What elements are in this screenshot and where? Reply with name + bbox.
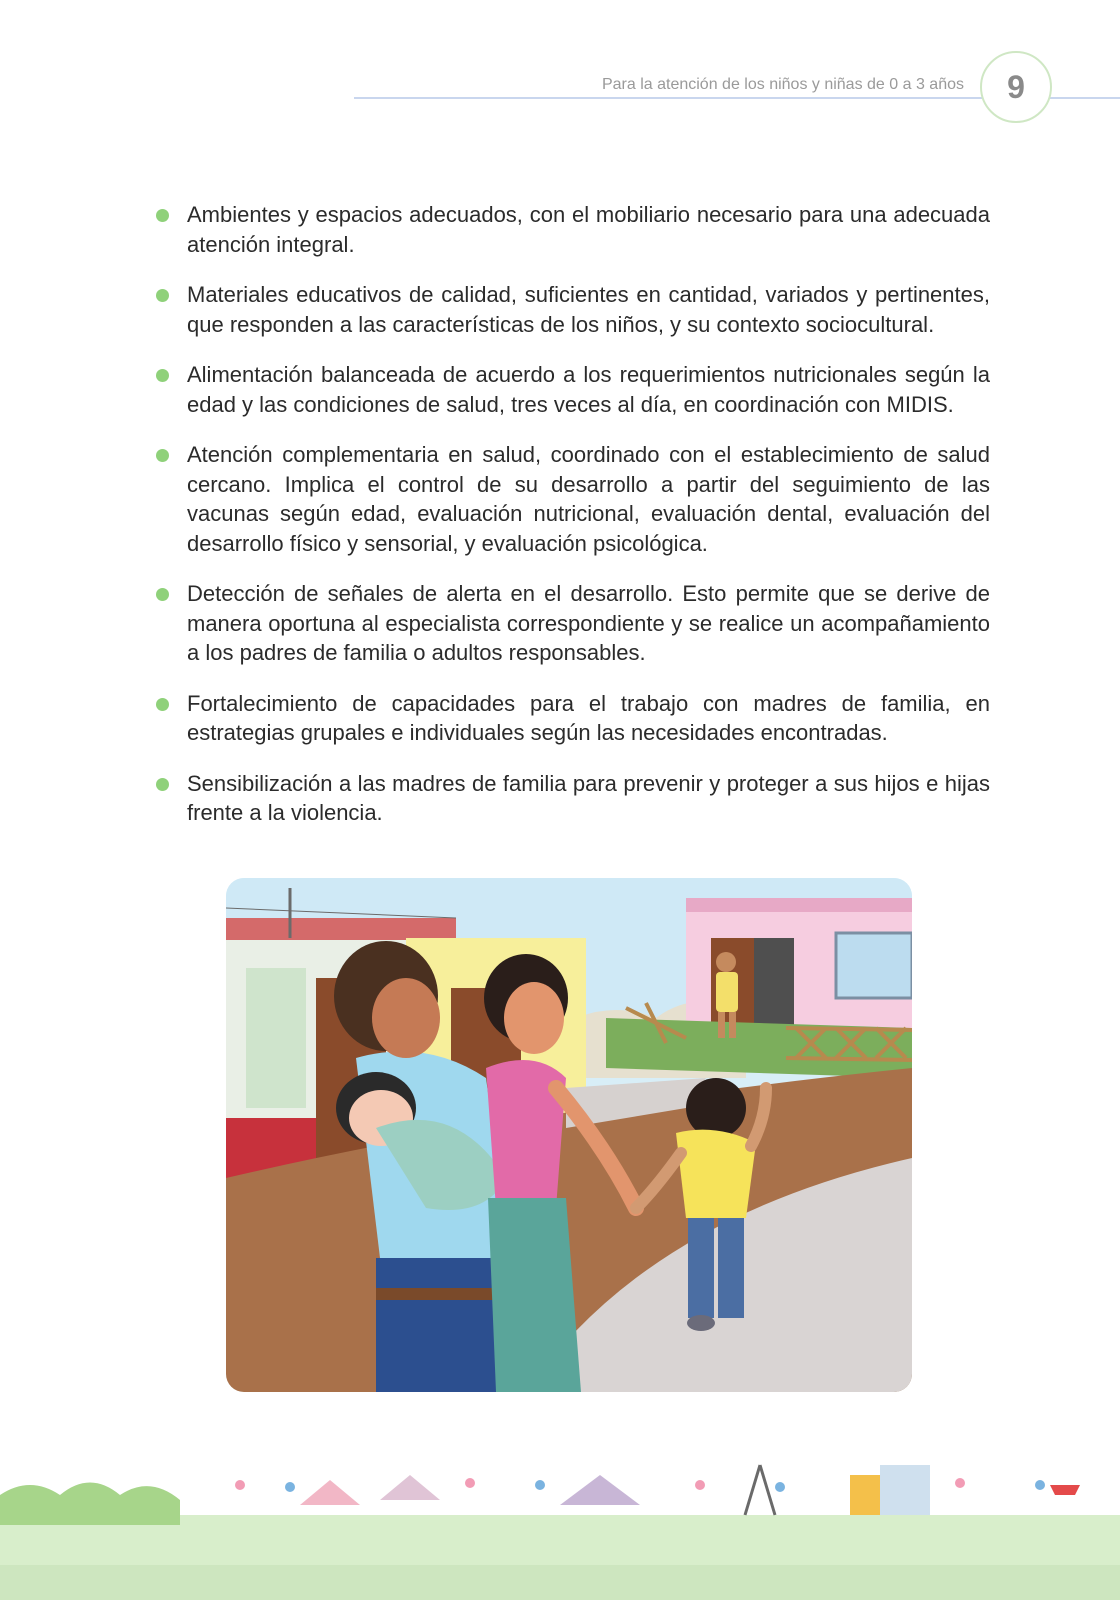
bullet-dot-icon	[156, 698, 169, 711]
bullet-item	[156, 360, 990, 419]
bullet-text: Ambientes y espacios adecuados, con el mobiliario necesario para una adecuada atención integral.	[187, 202, 990, 257]
family-illustration	[226, 878, 912, 1392]
bullet-text: Alimentación balanceada de acuerdo a los requerimientos nutricionales según la edad y las condiciones de salud, tres veces al día, en coordinación con MIDIS.	[187, 362, 990, 417]
bullet-item	[156, 689, 990, 748]
bullet-item	[156, 200, 990, 259]
bullet-dot-icon	[156, 289, 169, 302]
bullet-dot-icon	[156, 209, 169, 222]
bullet-text: Materiales educativos de calidad, suficientes en cantidad, variados y pertinentes, que responden a las características de los niños, y su contexto sociocultural.	[187, 282, 990, 337]
running-title: Para la atención de los niños y niñas de 0 a 3 años	[601, 76, 964, 93]
bullet-dot-icon	[156, 588, 169, 601]
bullet-text: Sensibilización a las madres de familia para prevenir y proteger a sus hijos e hijas frente a la violencia.	[187, 770, 990, 825]
bullet-dot-icon	[156, 369, 169, 382]
bullet-item	[156, 579, 990, 668]
footer-landscape	[0, 1455, 1120, 1600]
bullet-item	[156, 280, 990, 339]
bullet-item	[156, 769, 990, 828]
bullet-text: Fortalecimiento de capacidades para el trabajo con madres de familia, en estrategias grupales e individuales según las necesidades encontradas.	[187, 690, 990, 745]
bullet-item	[156, 440, 990, 558]
bullet-text: Atención complementaria en salud, coordinado con el establecimiento de salud cercano. Implica el control de su desarrollo a partir del seguimiento de las vacunas según edad, evaluación nutricional, evaluación dental, evaluación del desarrollo físico y sensorial, y evaluación psicológica.	[187, 442, 990, 556]
bullet-dot-icon	[156, 449, 169, 462]
page-number: 9	[980, 51, 1052, 123]
bullet-dot-icon	[156, 778, 169, 791]
bullet-text: Detección de señales de alerta en el desarrollo. Esto permite que se derive de manera oportuna al especialista correspondiente y se realice un acompañamiento a los padres de familia o adultos responsables.	[187, 581, 990, 665]
bullet-list	[156, 200, 990, 849]
